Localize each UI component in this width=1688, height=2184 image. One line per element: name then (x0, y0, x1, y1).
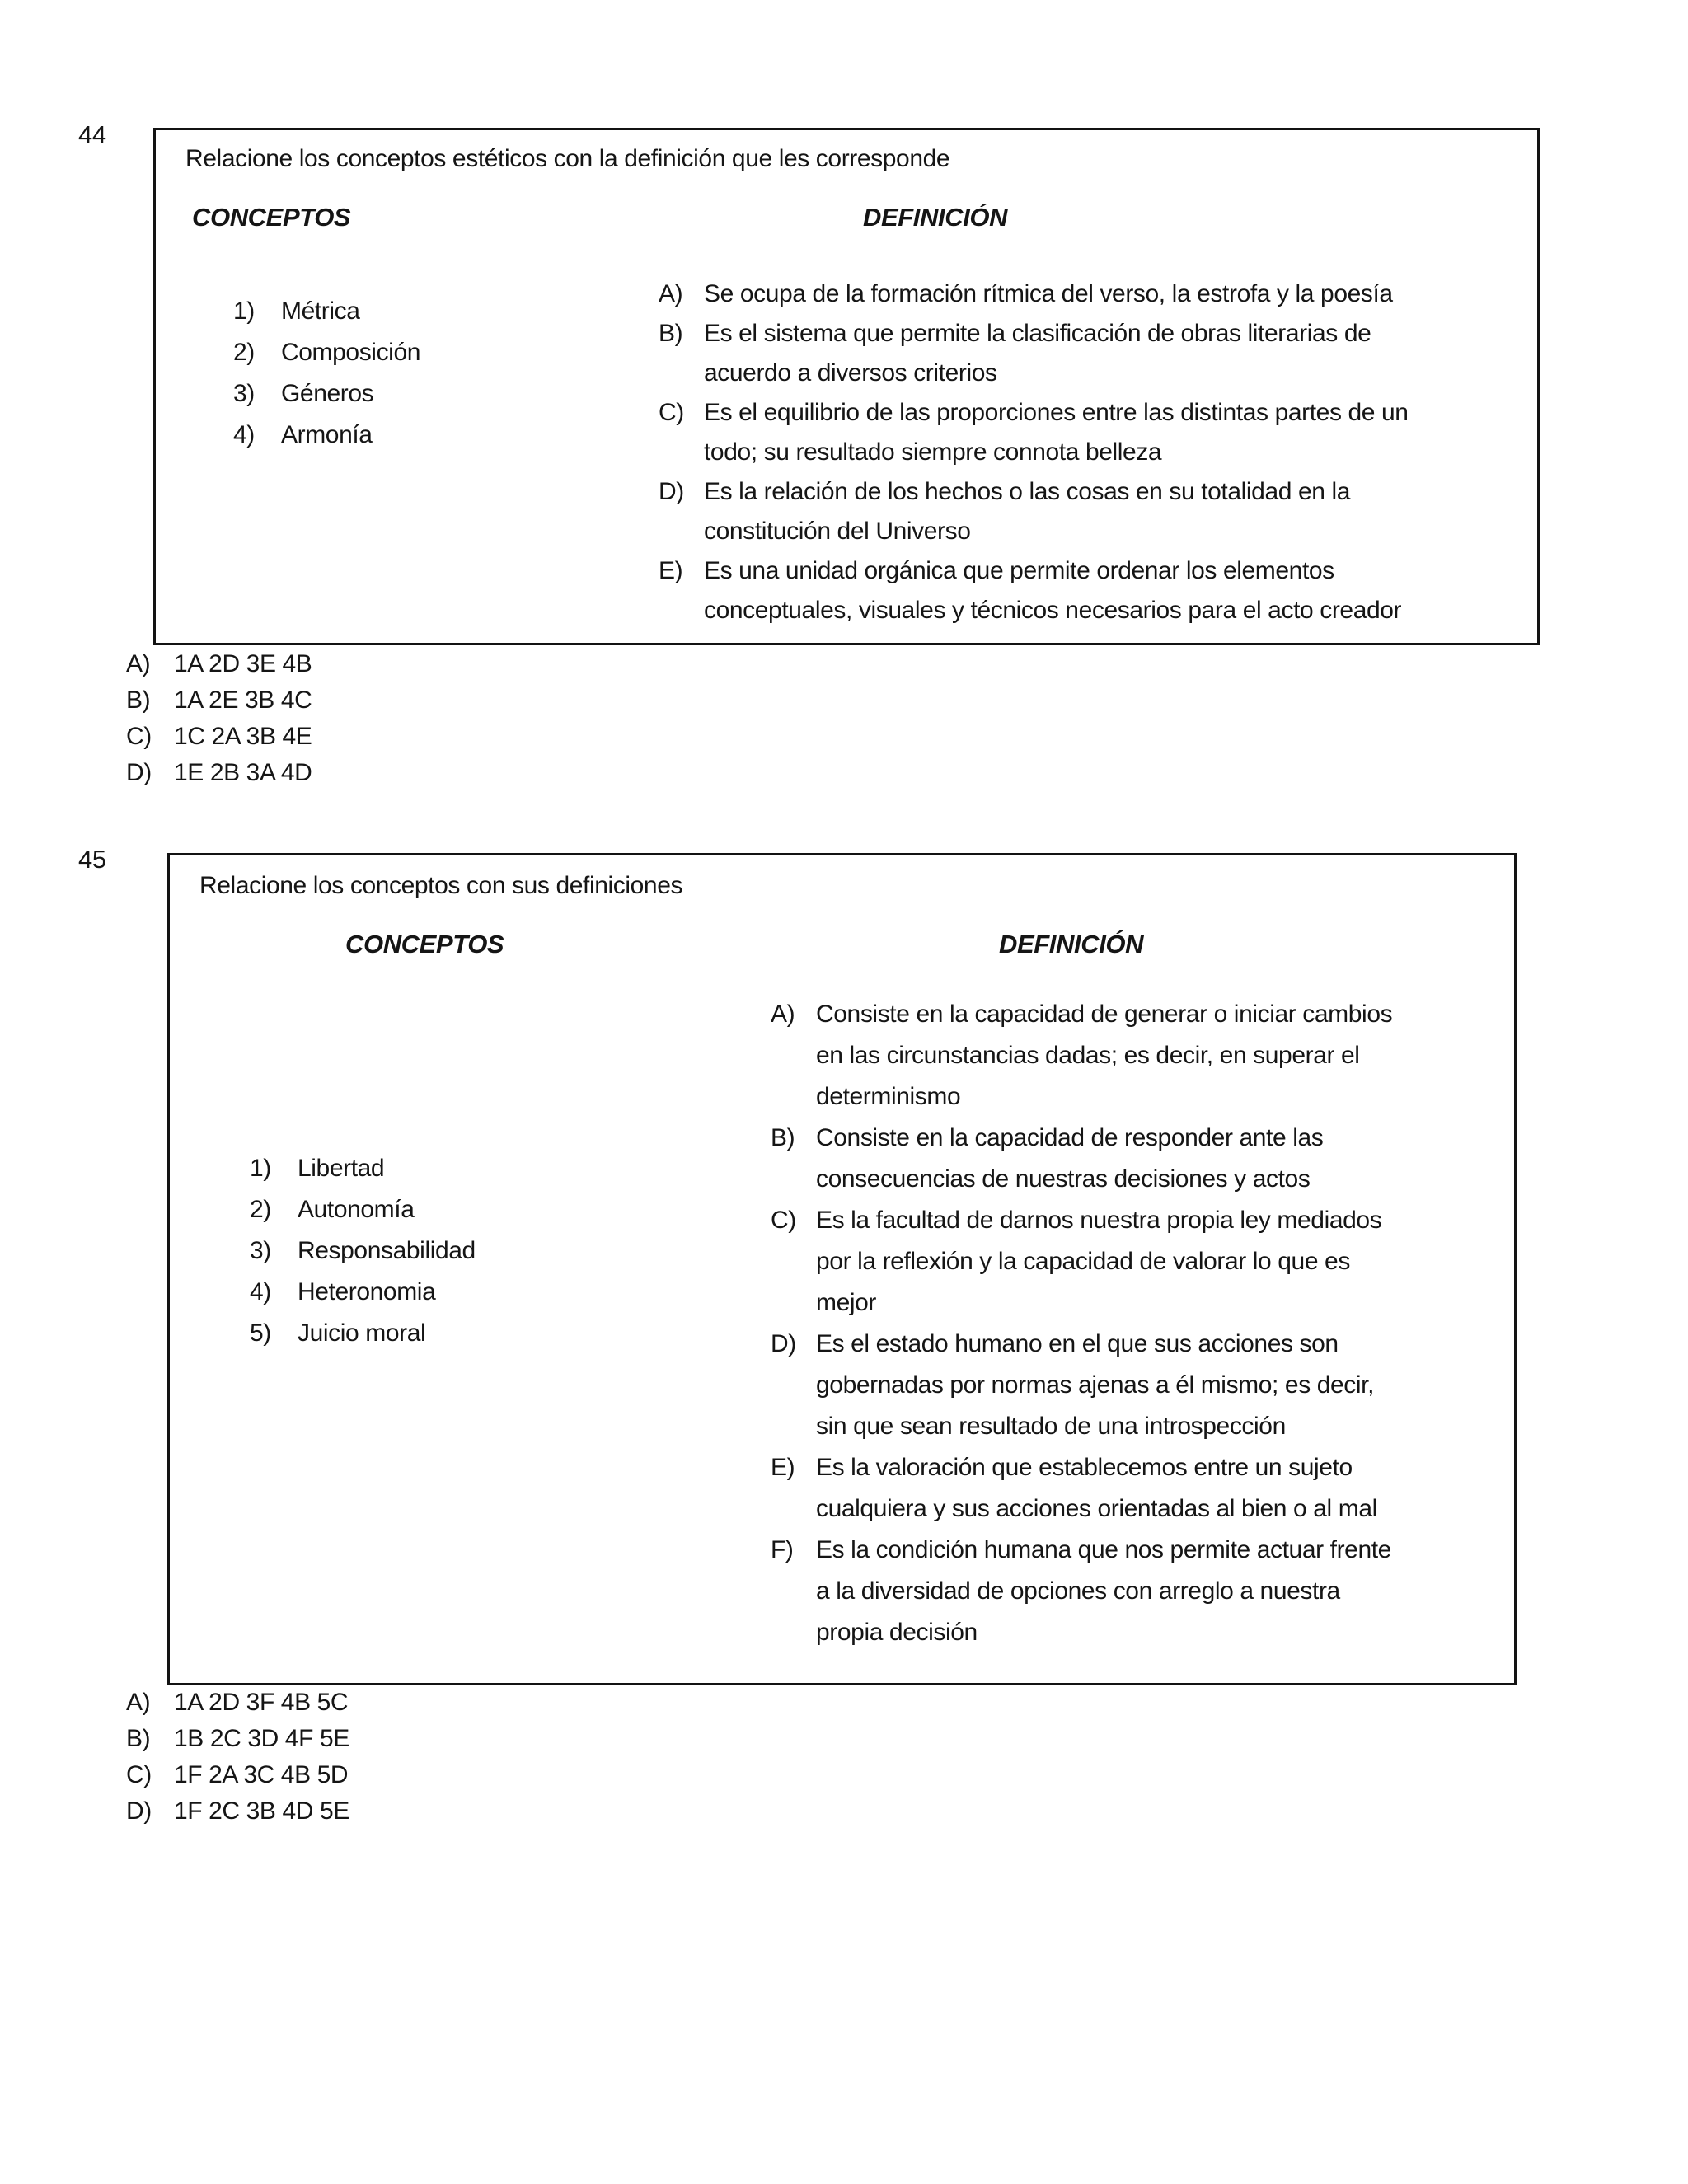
concepts-header: CONCEPTOS (192, 203, 351, 232)
definition-item (771, 994, 1392, 1118)
definition-line: en las circunstancias dadas; es decir, en superar el (816, 1042, 1360, 1069)
definition-item (771, 1530, 1392, 1653)
definition-line: Es la valoración que establecemos entre un sujeto (816, 1454, 1353, 1481)
option-value: 1A 2E 3B 4C (174, 687, 312, 714)
concepts-list (250, 1148, 476, 1354)
option-value: 1C 2A 3B 4E (174, 723, 312, 750)
definition-line: acuerdo a diversos criterios (704, 359, 997, 387)
question-box (153, 128, 1540, 645)
concept-number: 4) (233, 421, 255, 448)
definition-text (704, 274, 1393, 314)
answer-option (126, 646, 312, 682)
definition-text (704, 314, 1371, 393)
concept-item (233, 332, 420, 373)
concepts-header: CONCEPTOS (345, 930, 504, 958)
concept-label: Composición (281, 339, 421, 366)
concept-number: 3) (233, 380, 255, 407)
option-value: 1F 2A 3C 4B 5D (174, 1761, 349, 1788)
question-number: 45 (78, 845, 106, 874)
option-letter: D) (126, 1797, 152, 1825)
definition-text (816, 994, 1392, 1118)
definitions-list (659, 274, 1409, 630)
concept-label: Libertad (298, 1155, 385, 1182)
definition-letter: C) (659, 399, 684, 426)
answer-option (126, 682, 312, 719)
definition-line: gobernadas por normas ajenas a él mismo; es decir, (816, 1371, 1375, 1399)
answer-option (126, 719, 312, 755)
concept-item (233, 291, 420, 332)
definition-item (659, 393, 1409, 472)
definition-letter: E) (771, 1454, 795, 1481)
option-letter: C) (126, 723, 152, 750)
definition-letter: C) (771, 1207, 796, 1234)
concepts-list (233, 291, 420, 456)
definition-line: constitución del Universo (704, 518, 971, 545)
definition-line: mejor (816, 1289, 877, 1316)
concept-label: Autonomía (298, 1196, 415, 1223)
definition-line: a la diversidad de opciones con arreglo a nuestra (816, 1577, 1340, 1605)
definition-item (771, 1447, 1392, 1530)
question-number: 44 (78, 120, 106, 149)
definition-line: conceptuales, visuales y técnicos necesarios para el acto creador (704, 597, 1402, 624)
definition-text (816, 1200, 1381, 1324)
concept-number: 3) (250, 1237, 271, 1264)
definition-line: Es el sistema que permite la clasificación de obras literarias de (704, 320, 1372, 347)
definition-line: sin que sean resultado de una introspección (816, 1413, 1286, 1440)
concept-item (250, 1189, 476, 1230)
concept-item (233, 373, 420, 415)
option-value: 1B 2C 3D 4F 5E (174, 1725, 349, 1752)
definition-line: Es el equilibrio de las proporciones entre las distintas partes de un (704, 399, 1409, 426)
definition-letter: F) (771, 1536, 794, 1563)
option-letter: B) (126, 687, 151, 714)
definition-text (816, 1118, 1323, 1200)
option-letter: A) (126, 1689, 151, 1716)
concept-number: 5) (250, 1319, 271, 1347)
definition-line: Es una unidad orgánica que permite ordenar los elementos (704, 557, 1334, 584)
definition-letter: D) (659, 478, 684, 505)
concept-item (250, 1313, 476, 1354)
definition-line: Consiste en la capacidad de responder ante las (816, 1124, 1324, 1151)
concept-label: Métrica (281, 298, 360, 325)
definition-line: Es el estado humano en el que sus acciones son (816, 1330, 1339, 1357)
option-value: 1A 2D 3F 4B 5C (174, 1689, 349, 1716)
option-letter: D) (126, 759, 152, 786)
definition-line: Es la facultad de darnos nuestra propia ley mediados (816, 1207, 1382, 1234)
concept-item (250, 1148, 476, 1189)
definition-line: propia decisión (816, 1619, 978, 1646)
answer-option (126, 1757, 349, 1793)
question-prompt: Relacione los conceptos estéticos con la definición que les corresponde (185, 145, 950, 172)
definition-item (659, 472, 1409, 551)
definition-item (659, 314, 1409, 393)
concept-label: Géneros (281, 380, 374, 407)
definition-text (704, 551, 1401, 630)
definition-line: consecuencias de nuestras decisiones y actos (816, 1165, 1311, 1193)
answer-options (126, 1685, 349, 1830)
definition-text (704, 472, 1350, 551)
definition-line: Se ocupa de la formación rítmica del verso, la estrofa y la poesía (704, 280, 1393, 307)
answer-option (126, 1685, 349, 1721)
concept-number: 4) (250, 1278, 271, 1305)
definition-item (659, 551, 1409, 630)
definition-letter: A) (771, 1001, 795, 1028)
definition-line: determinismo (816, 1083, 961, 1110)
definition-line: todo; su resultado siempre connota belleza (704, 438, 1162, 466)
definition-text (816, 1447, 1377, 1530)
option-letter: A) (126, 650, 151, 677)
definition-letter: E) (659, 557, 683, 584)
concept-item (250, 1230, 476, 1272)
option-letter: B) (126, 1725, 151, 1752)
definition-line: por la reflexión y la capacidad de valorar lo que es (816, 1248, 1350, 1275)
option-value: 1F 2C 3B 4D 5E (174, 1797, 349, 1825)
answer-option (126, 1721, 349, 1757)
definition-line: Es la relación de los hechos o las cosas en su totalidad en la (704, 478, 1351, 505)
concept-label: Responsabilidad (298, 1237, 476, 1264)
definitions-list (771, 994, 1392, 1653)
concept-item (250, 1272, 476, 1313)
option-value: 1A 2D 3E 4B (174, 650, 312, 677)
definition-item (659, 274, 1409, 314)
question-prompt: Relacione los conceptos con sus definiciones (199, 872, 683, 899)
definition-letter: D) (771, 1330, 796, 1357)
concept-number: 2) (233, 339, 255, 366)
concept-number: 1) (233, 298, 255, 325)
answer-option (126, 1793, 349, 1830)
definition-letter: A) (659, 280, 683, 307)
definition-line: Consiste en la capacidad de generar o iniciar cambios (816, 1001, 1393, 1028)
concept-label: Juicio moral (298, 1319, 426, 1347)
definition-line: cualquiera y sus acciones orientadas al bien o al mal (816, 1495, 1377, 1522)
concept-number: 2) (250, 1196, 271, 1223)
option-letter: C) (126, 1761, 152, 1788)
concept-item (233, 415, 420, 456)
answer-options (126, 646, 312, 791)
definition-item (771, 1324, 1392, 1447)
definition-letter: B) (771, 1124, 795, 1151)
question-box (167, 853, 1517, 1685)
definitions-header: DEFINICIÓN (999, 930, 1144, 958)
definition-text (816, 1530, 1391, 1653)
definition-text (816, 1324, 1374, 1447)
concept-number: 1) (250, 1155, 271, 1182)
definitions-header: DEFINICIÓN (863, 203, 1008, 232)
definition-item (771, 1200, 1392, 1324)
answer-option (126, 755, 312, 791)
concept-label: Heteronomia (298, 1278, 436, 1305)
definition-item (771, 1118, 1392, 1200)
concept-label: Armonía (281, 421, 373, 448)
option-value: 1E 2B 3A 4D (174, 759, 312, 786)
definition-text (704, 393, 1409, 472)
definition-letter: B) (659, 320, 683, 347)
definition-line: Es la condición humana que nos permite actuar frente (816, 1536, 1391, 1563)
